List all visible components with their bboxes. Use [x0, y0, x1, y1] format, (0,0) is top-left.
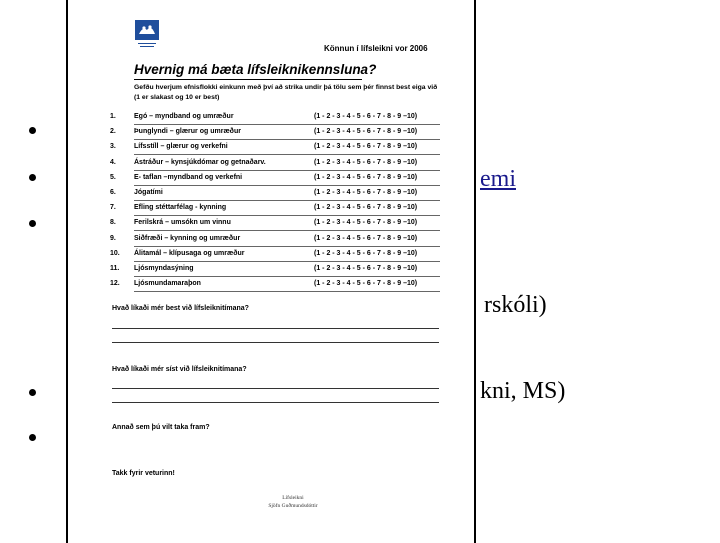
item-number: 12.: [110, 280, 120, 288]
row-underline: [134, 246, 440, 247]
item-number: 5.: [110, 173, 116, 181]
item-topic: Álitamál – klípusaga og umræður: [134, 249, 245, 257]
signature-line1: Lífsleikni: [282, 495, 304, 501]
row-underline: [134, 200, 440, 201]
item-rating-scale[interactable]: (1 - 2 - 3 - 4 - 5 - 6 - 7 - 8 - 9 –10): [314, 173, 418, 181]
row-underline: [134, 261, 440, 262]
row-underline: [134, 170, 440, 171]
thanks-text: Takk fyrir veturinn!: [112, 470, 175, 477]
item-number: 8.: [110, 219, 116, 227]
survey-title: Hvernig má bæta lífsleiknikennsluna?: [134, 62, 377, 77]
question-worst: Hvað líkaði mér síst við lífsleiknitímana?: [112, 366, 247, 373]
row-underline: [134, 139, 440, 140]
answer-line[interactable]: [112, 328, 439, 329]
row-underline: [134, 291, 440, 292]
slide-text-ms: kni, MS): [480, 378, 566, 404]
answer-line[interactable]: [112, 402, 439, 403]
item-rating-scale[interactable]: (1 - 2 - 3 - 4 - 5 - 6 - 7 - 8 - 9 –10): [314, 113, 418, 120]
item-topic: Ferilskrá – umsókn um vinnu: [134, 219, 231, 227]
survey-item-row: [68, 143, 478, 155]
bullet-3: [29, 220, 36, 227]
bullet-4: [29, 389, 36, 396]
item-rating-scale[interactable]: (1 - 2 - 3 - 4 - 5 - 6 - 7 - 8 - 9 –10): [314, 249, 418, 257]
row-underline: [134, 230, 440, 231]
survey-item-row: [68, 189, 478, 201]
item-rating-scale[interactable]: (1 - 2 - 3 - 4 - 5 - 6 - 7 - 8 - 9 –10): [314, 143, 418, 151]
item-topic: Ástráður – kynsjúkdómar og getnaðarv.: [134, 158, 266, 166]
answer-line[interactable]: [112, 388, 439, 389]
item-topic: Ljósmyndasýning: [134, 265, 194, 272]
item-number: 4.: [110, 158, 116, 166]
item-topic: Efling stéttarfélag - kynning: [134, 204, 227, 212]
item-rating-scale[interactable]: (1 - 2 - 3 - 4 - 5 - 6 - 7 - 8 - 9 –10): [314, 189, 418, 196]
survey-item-row: [68, 174, 478, 186]
item-topic: Ljósmundamaraþon: [134, 280, 201, 288]
survey-item-row: [68, 204, 478, 216]
item-topic: Þunglyndi – glærur og umræður: [134, 128, 241, 136]
survey-item-row: [68, 219, 478, 231]
row-underline: [134, 185, 440, 186]
school-logo-icon: [135, 20, 159, 48]
item-number: 11.: [110, 265, 120, 272]
slide-text-school: rskóli): [484, 292, 547, 318]
survey-item-row: [68, 280, 478, 292]
signature-line2: Sjöfn Guðmundsdóttir: [268, 503, 318, 509]
item-rating-scale[interactable]: (1 - 2 - 3 - 4 - 5 - 6 - 7 - 8 - 9 –10): [314, 204, 418, 212]
survey-item-row: [68, 265, 478, 277]
item-rating-scale[interactable]: (1 - 2 - 3 - 4 - 5 - 6 - 7 - 8 - 9 –10): [314, 234, 418, 242]
row-underline: [134, 276, 440, 277]
item-number: 9.: [110, 234, 116, 242]
item-rating-scale[interactable]: (1 - 2 - 3 - 4 - 5 - 6 - 7 - 8 - 9 –10): [314, 280, 418, 288]
item-topic: Siðfræði – kynning og umræður: [134, 234, 241, 242]
item-number: 6.: [110, 189, 116, 196]
item-number: 3.: [110, 143, 116, 151]
question-other: Annað sem þú vilt taka fram?: [112, 424, 210, 431]
item-rating-scale[interactable]: (1 - 2 - 3 - 4 - 5 - 6 - 7 - 8 - 9 –10): [314, 158, 418, 166]
survey-item-row: [68, 113, 478, 125]
survey-instruction: Gefðu hverjum efnisflokki einkunn með því að strika undir þá tölu sem þér finnst best eiga við (1 er slakast og 10 er best): [134, 84, 438, 101]
survey-item-row: [68, 128, 478, 140]
bullet-1: [29, 127, 36, 134]
item-rating-scale[interactable]: (1 - 2 - 3 - 4 - 5 - 6 - 7 - 8 - 9 –10): [314, 219, 418, 227]
item-topic: Jógatími: [134, 189, 163, 196]
question-best: Hvað líkaði mér best við lífsleiknitímana?: [112, 305, 249, 312]
item-number: 7.: [110, 204, 116, 212]
row-underline: [134, 124, 440, 125]
slide-link-text[interactable]: emi: [480, 166, 516, 192]
item-topic: Lífsstíll – glærur og verkefni: [134, 143, 228, 151]
item-topic: E- taflan –myndband og verkefni: [134, 173, 243, 181]
survey-item-row: [68, 235, 478, 247]
item-number: 1.: [110, 113, 116, 120]
item-topic: Egó – myndband og umræður: [134, 113, 234, 120]
survey-item-row: [68, 159, 478, 171]
item-rating-scale[interactable]: (1 - 2 - 3 - 4 - 5 - 6 - 7 - 8 - 9 –10): [314, 128, 418, 136]
survey-header: Könnun í lífsleikni vor 2006: [324, 44, 428, 53]
survey-document: [66, 0, 476, 543]
item-number: 10.: [110, 249, 120, 257]
bullet-2: [29, 174, 36, 181]
row-underline: [134, 215, 440, 216]
title-underline: [134, 79, 362, 80]
bullet-5: [29, 434, 36, 441]
row-underline: [134, 154, 440, 155]
answer-line[interactable]: [112, 342, 439, 343]
item-rating-scale[interactable]: (1 - 2 - 3 - 4 - 5 - 6 - 7 - 8 - 9 –10): [314, 265, 418, 272]
item-number: 2.: [110, 128, 116, 136]
survey-item-row: [68, 250, 478, 262]
